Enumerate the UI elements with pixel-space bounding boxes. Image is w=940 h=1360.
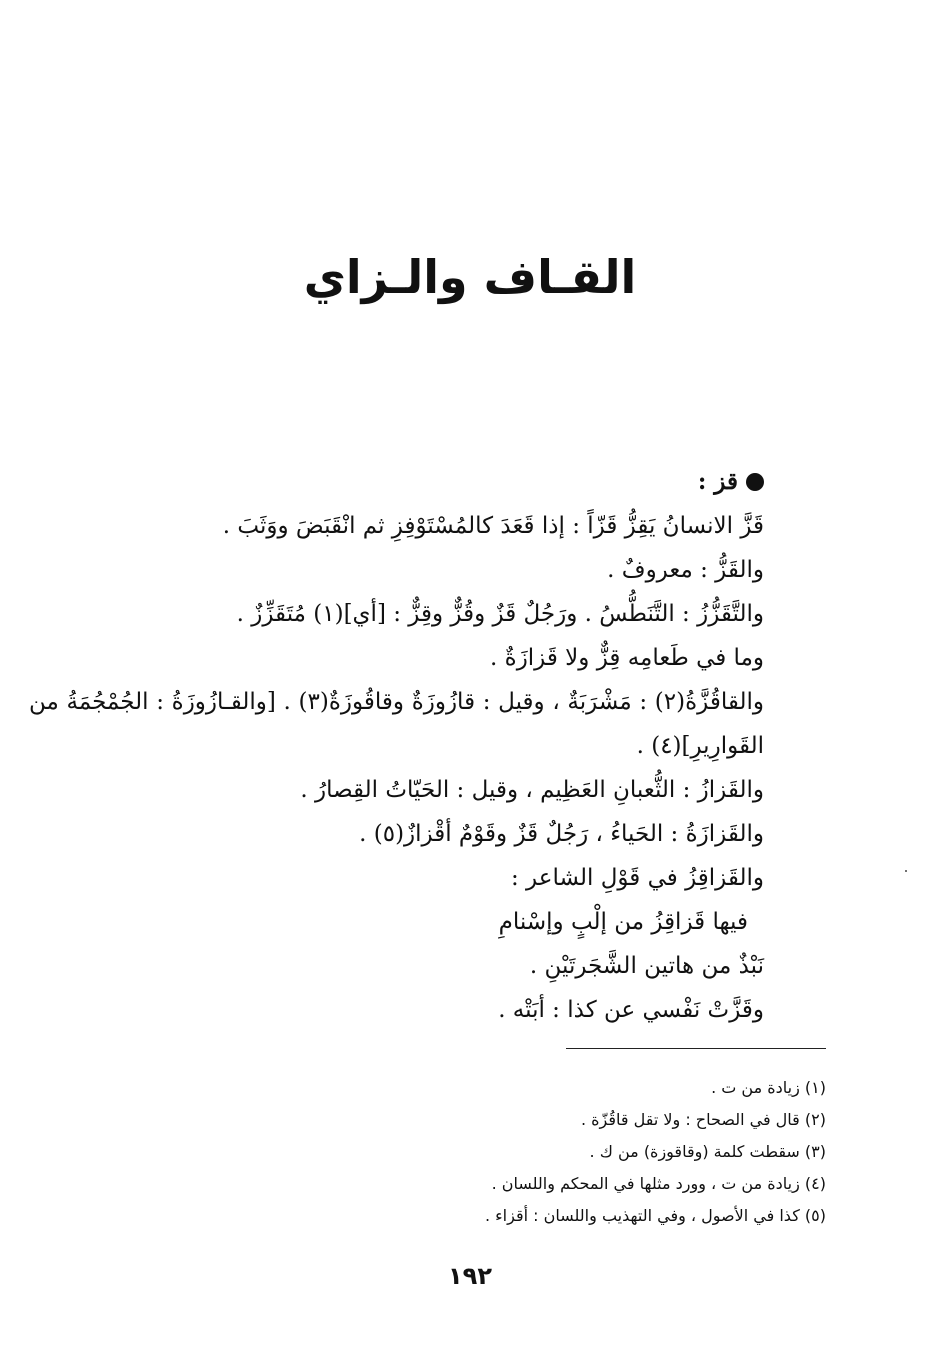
footnotes <box>226 1072 826 1232</box>
entry-line: والقَزازَةُ : الحَياءُ ، رَجُلٌ قَزٌ وقَوْمٌ أقْزازٌ(٥) . <box>359 821 764 847</box>
entry-line: والقاقُزَّةُ(٢) : مَشْرَبَةٌ ، وقيل : قازُوزَةٌ وقاقُوزَةٌ(٣) . [والقـازُوزَةُ : الجُمْجُمَةُ من القَوارِيرِ](٤) . <box>29 689 764 759</box>
scan-speck <box>905 870 907 872</box>
entry-line: والقَزاقِزُ في قَوْلِ الشاعر : <box>511 865 764 891</box>
footnote-divider <box>566 1048 826 1049</box>
entry-headword <box>104 460 764 504</box>
footnote: (٣) سقطت كلمة (وقاقوزة) من ك . <box>589 1142 826 1161</box>
entry-line: والتَّقَزُّزُ : التَّنَطُّسُ . ورَجُلٌ قَزٌ وقُزٌّ وقِزٌّ : [أي](١) مُتَقَزِّزٌ . <box>236 601 764 627</box>
footnote: (١) زيادة من ت . <box>711 1078 826 1097</box>
entry-line: نَبْذٌ من هاتين الشَّجَرتَيْنِ . <box>529 953 764 979</box>
entry-line: وما في طَعامِه قِزٌّ ولا قَزازَةٌ . <box>490 645 764 671</box>
entry-line: قَزَّ الانسانُ يَقِزُّ قَزّاً : إذا قَعَدَ كالمُسْتَوْفِزِ ثم انْقَبَضَ ووَثَبَ . <box>222 513 764 539</box>
entry-body <box>29 460 764 1032</box>
entry-line: والقَزُّ : معروفٌ . <box>607 557 764 583</box>
footnote: (٤) زيادة من ت ، وورد مثلها في المحكم واللسان . <box>491 1174 826 1193</box>
footnote: (٢) قال في الصحاح : ولا تقل قاقُزّة . <box>580 1110 826 1129</box>
page-number: ١٩٢ <box>448 1262 492 1290</box>
entry-line: وقَزَّتْ نَفْسي عن كذا : أبَتْه . <box>498 997 764 1023</box>
entry-line: والقَزازُ : الثُّعبانِ العَظِيم ، وقيل : الحَيّاتُ القِصارُ . <box>300 777 764 803</box>
headword-text: قز : <box>697 468 738 495</box>
bullet-icon <box>746 473 764 491</box>
footnote: (٥) كذا في الأصول ، وفي التهذيب واللسان : أقزاء . <box>484 1206 826 1225</box>
chapter-title: القـاف والـزاي <box>303 250 637 304</box>
verse-line: فيها قَزاقِزُ من إلْبٍ وإسْنامِ <box>498 909 748 935</box>
